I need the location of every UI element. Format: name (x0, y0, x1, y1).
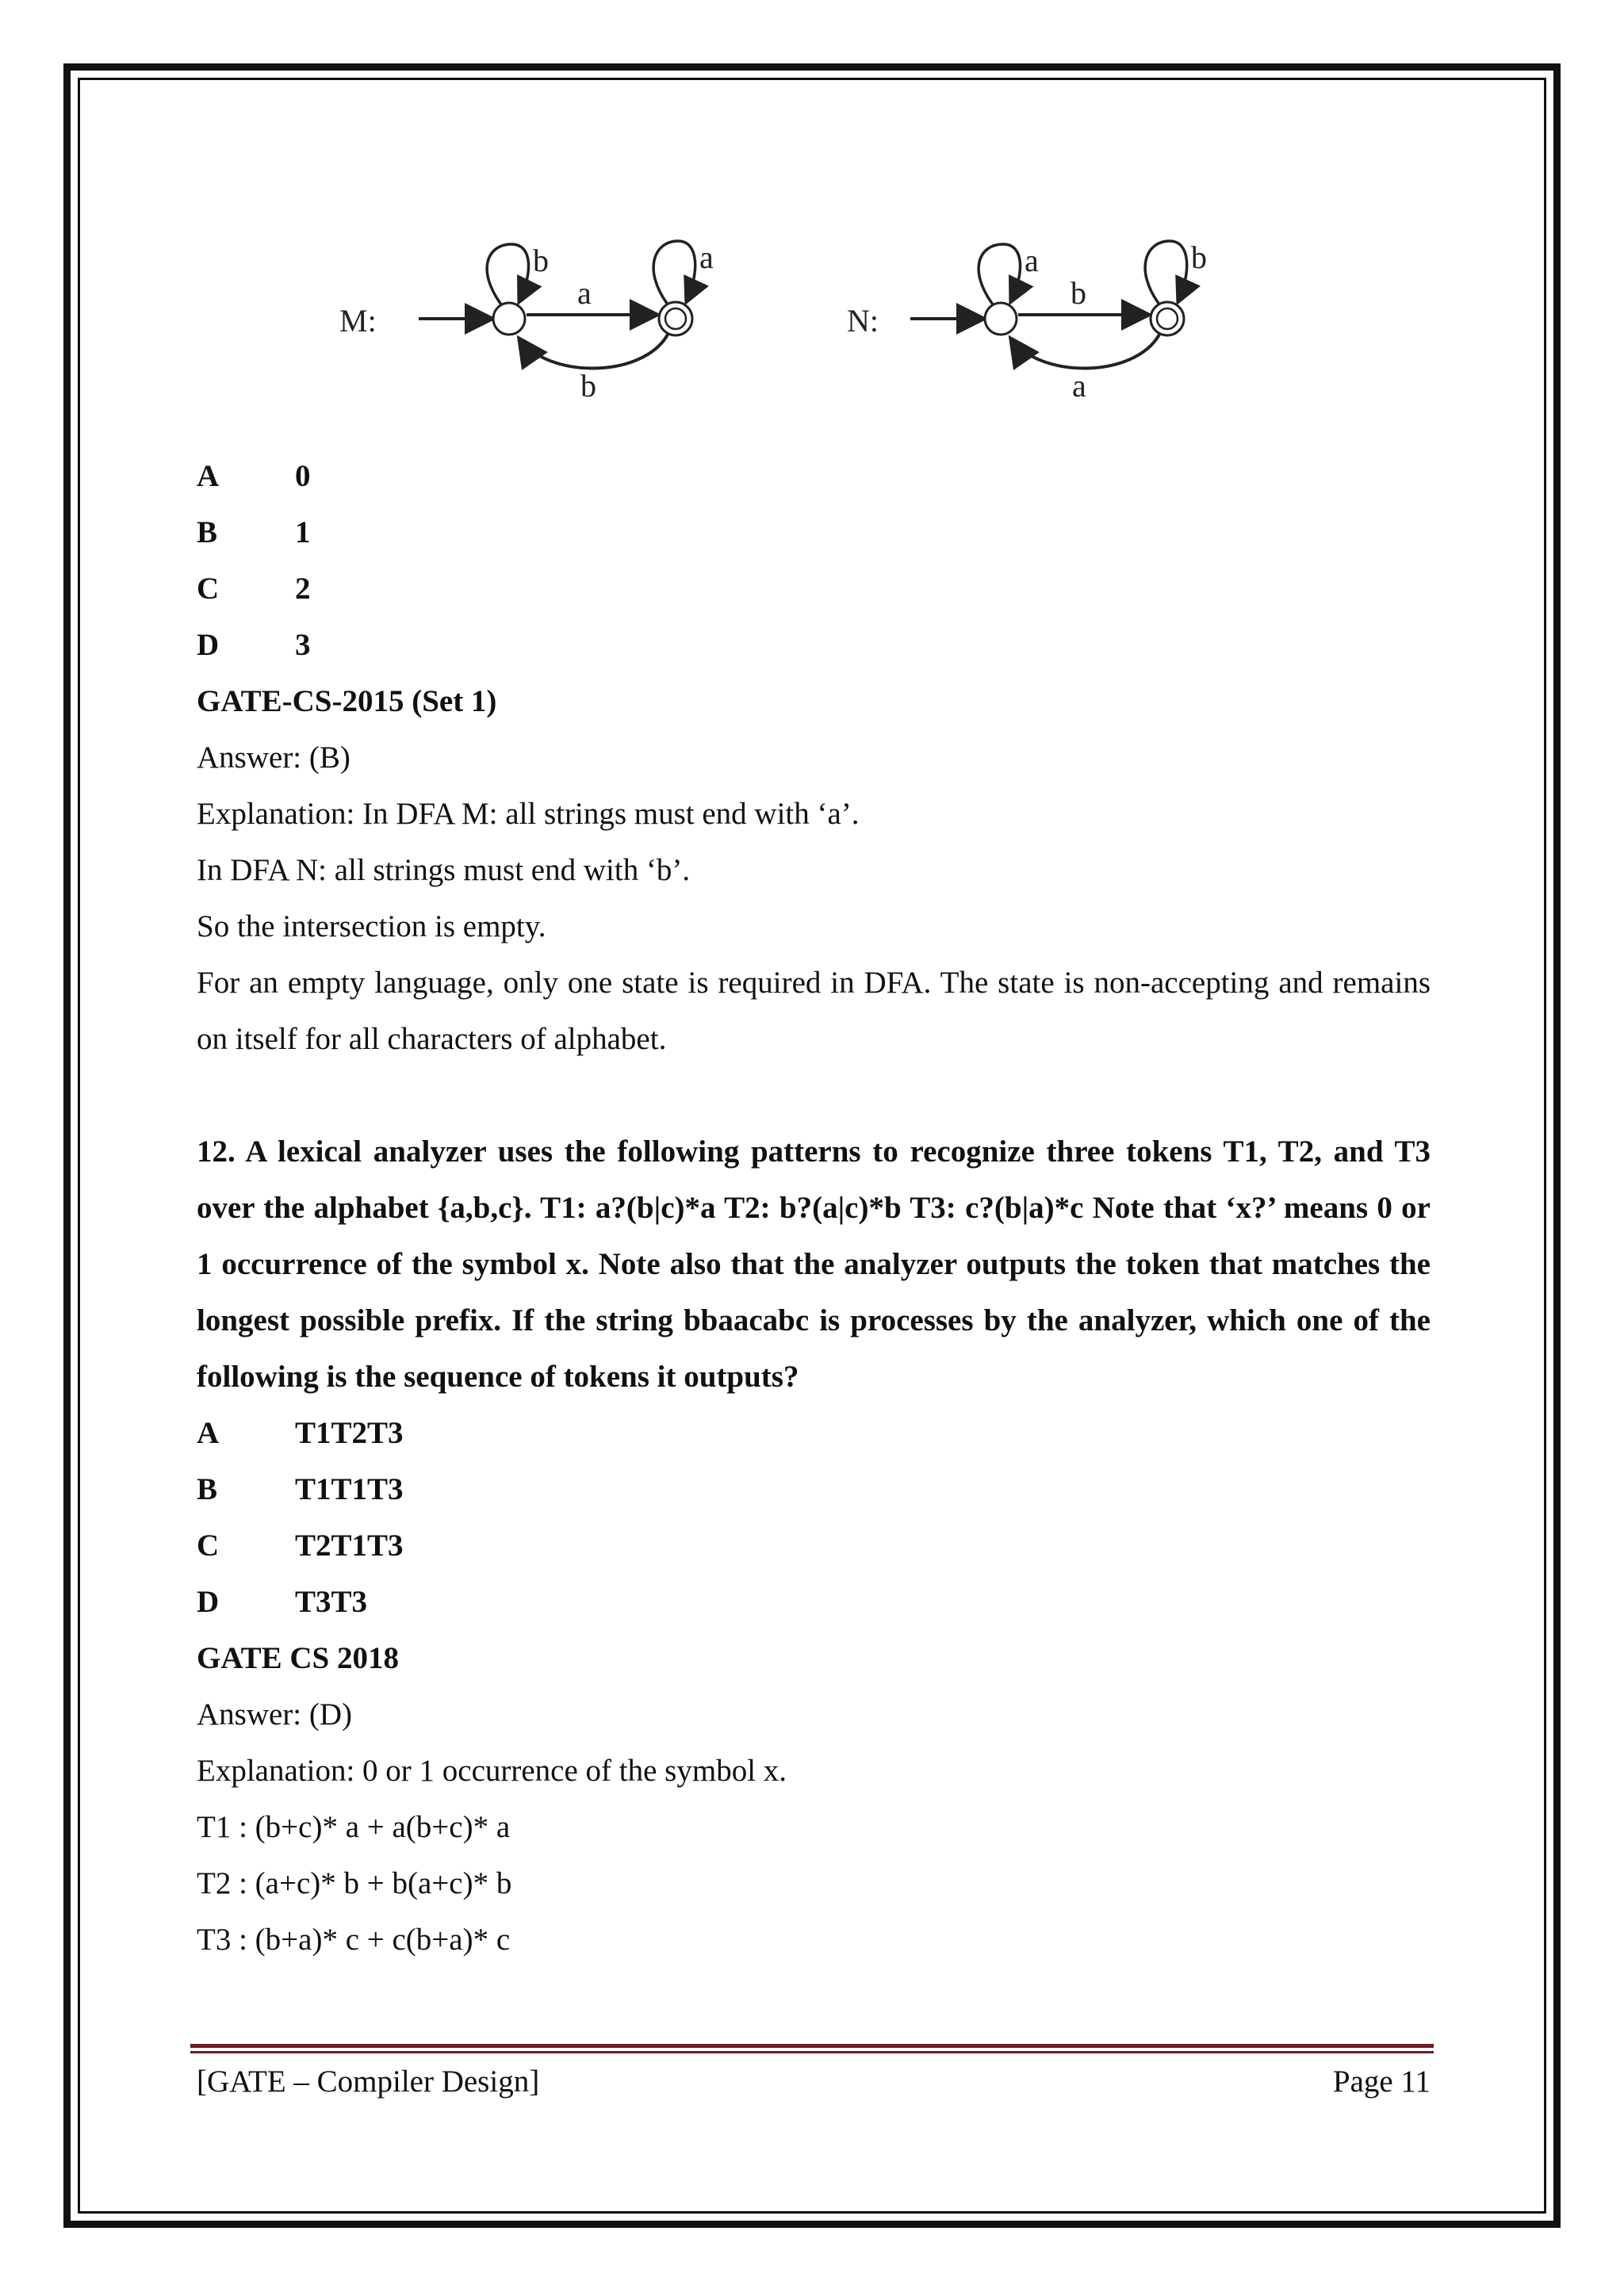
q12-question: 12. A lexical analyzer uses the following patterns to recognize three tokens T1, T2, and T3 over the alphabet {a,b,c}. T1: a?(b|c)*a T2: b?(a|c)*b T3: c?(b|a)*c Note that ‘x?’ means 0 or 1 occurrence of the symbol x. Note also that the analyzer outputs the token that matches the longest possible prefix. If the string bbaacabc is processes by the analyzer, which one of the following is the sequence of tokens it outputs? (197, 1135, 1431, 1394)
dfa-m-forward-label: a (577, 275, 592, 311)
footer-rule (190, 2044, 1434, 2048)
dfa-m-state-final (659, 302, 692, 335)
q11-source: GATE-CS-2015 (Set 1) (197, 684, 497, 718)
dfa-m-label: M: (339, 303, 377, 339)
dfa-n-label: N: (847, 303, 879, 339)
dfa-m-backward-label: b (580, 368, 596, 404)
q11-explanation-line: In DFA N: all strings must end with ‘b’. (197, 853, 691, 887)
footer-title: [GATE – Compiler Design] (197, 2064, 540, 2099)
dfa-n-state-start (985, 303, 1017, 335)
q12-option-a: A T1T2T3 (197, 1416, 404, 1450)
dfa-diagram (325, 230, 1277, 428)
dfa-m-loop-final-label: a (699, 239, 714, 275)
q12-answer: Answer: (D) (197, 1697, 353, 1732)
q11-option-a: A 0 (197, 459, 311, 493)
dfa-n-loop-start-label: a (1025, 243, 1039, 278)
q12-explanation-line: T2 : (a+c)* b + b(a+c)* b (197, 1866, 512, 1900)
q12-source: GATE CS 2018 (197, 1641, 399, 1675)
page-number: Page 11 (1332, 2064, 1431, 2099)
dfa-m-backward-edge (519, 335, 668, 369)
q11-explanation-line: So the intersection is empty. (197, 909, 546, 943)
dfa-n-state-final (1151, 302, 1184, 335)
q11-option-c: C 2 (197, 572, 311, 606)
q11-option-b: B 1 (197, 515, 311, 549)
footer-rule-thin (190, 2051, 1434, 2053)
page-footer (197, 2058, 1431, 2106)
dfa-m-loop-start-label: b (533, 243, 549, 278)
page-content (197, 448, 1431, 1968)
q11-answer: Answer: (B) (197, 740, 350, 775)
dfa-n-backward-label: a (1072, 368, 1086, 404)
q12-explanation-line: Explanation: 0 or 1 occurrence of the symbol x. (197, 1754, 787, 1788)
dfa-n-forward-label: b (1071, 275, 1086, 311)
dfa-n-loop-final-label: b (1191, 239, 1207, 275)
dfa-m (339, 239, 714, 404)
q12-explanation-line: T1 : (b+c)* a + a(b+c)* a (197, 1810, 511, 1844)
dfa-m-loop-final (653, 241, 695, 304)
dfa-n-loop-final (1145, 241, 1187, 304)
q12-option-c: C T2T1T3 (197, 1529, 404, 1563)
q12-option-b: B T1T1T3 (197, 1472, 404, 1506)
dfa-m-loop-start (487, 244, 528, 304)
dfa-m-state-start (493, 303, 525, 335)
q12-option-d: D T3T3 (197, 1585, 368, 1619)
dfa-n-backward-edge (1010, 335, 1159, 369)
q11-option-d: D 3 (197, 628, 311, 662)
dfa-n (847, 239, 1207, 404)
q12-explanation-line: T3 : (b+a)* c + c(b+a)* c (197, 1923, 511, 1957)
q11-explanation-line: For an empty language, only one state is required in DFA. The state is non-accepting and remains on itself for all characters of alphabet. (197, 966, 1431, 1056)
q11-explanation-line: Explanation: In DFA M: all strings must end with ‘a’. (197, 797, 860, 831)
dfa-n-loop-start (979, 244, 1020, 304)
